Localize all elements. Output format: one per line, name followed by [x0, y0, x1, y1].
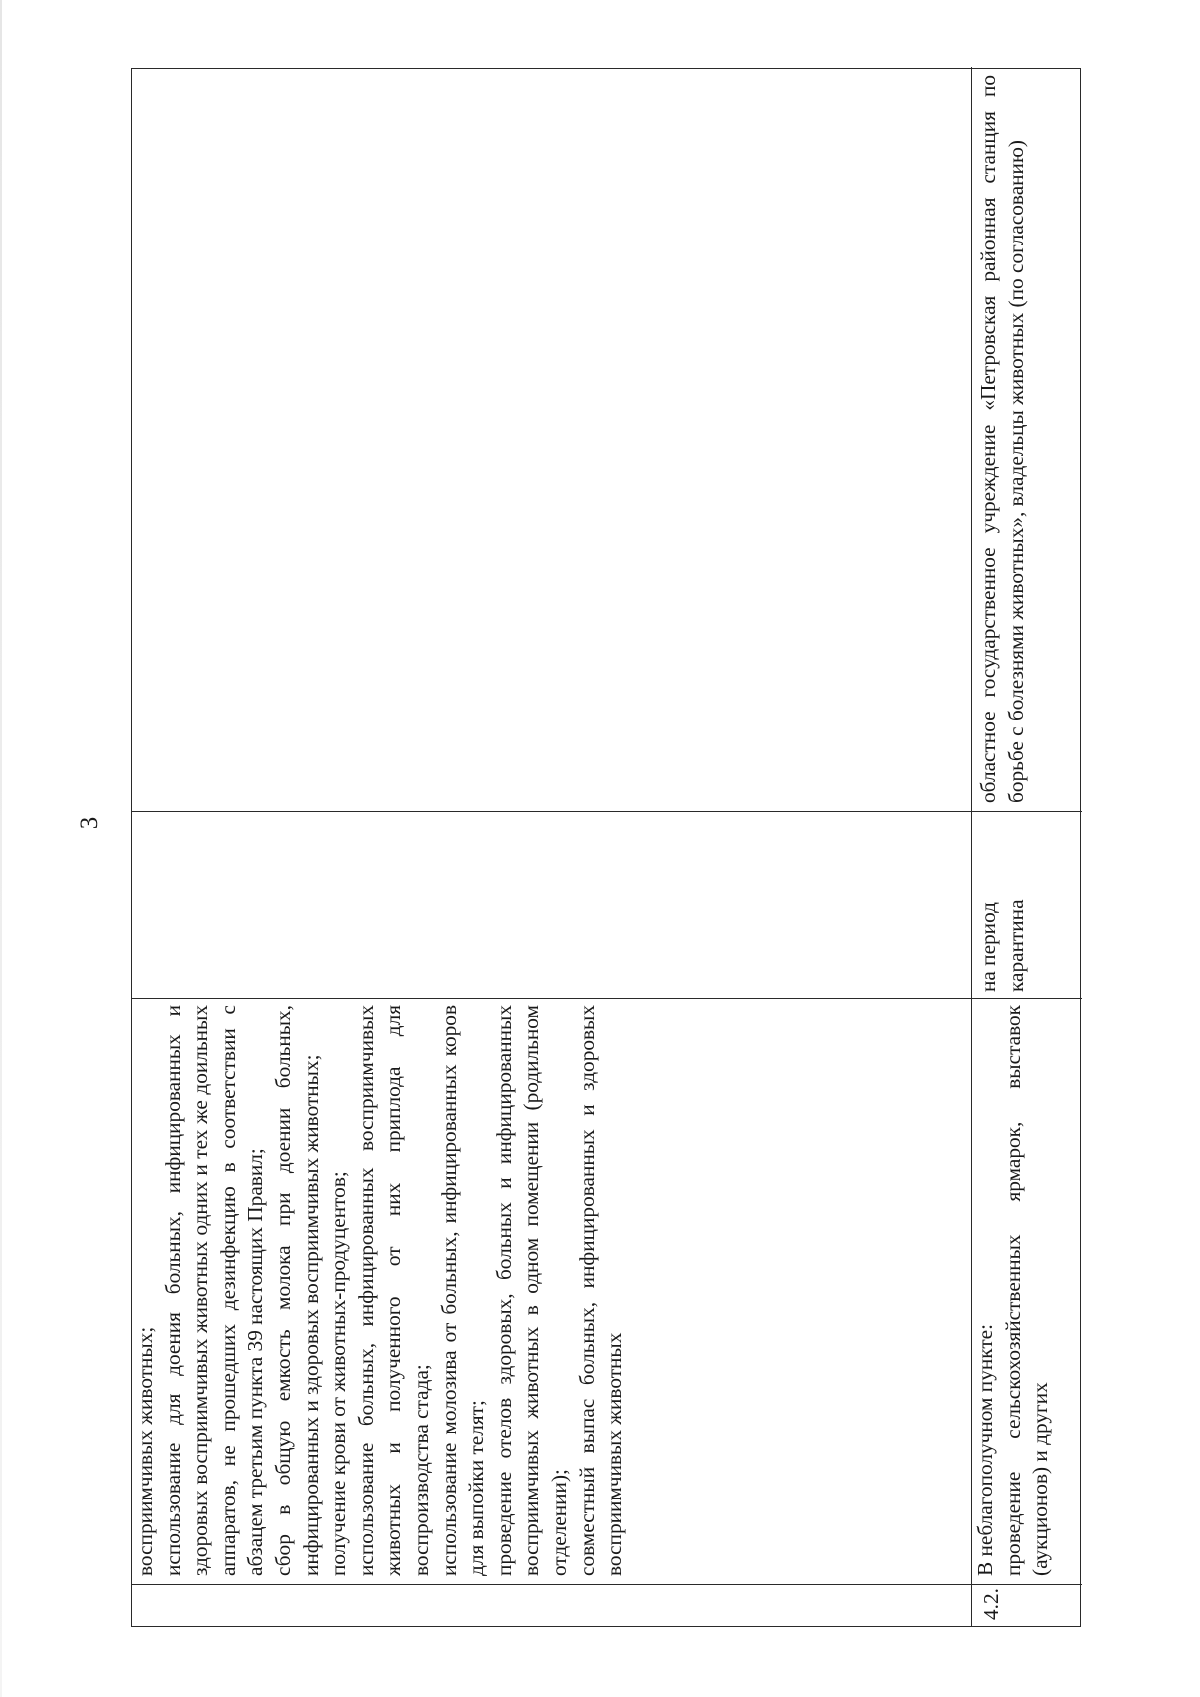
measure-line: использование для доения больных, инфицированных и здоровых восприимчивых животных одних и тех же доильных аппаратов, не прошедших дезинфекцию в соответствии с абзацем третьим пункта 39 настоящих Правил;: [160, 1005, 268, 1576]
measure-line: использование больных, инфицированных восприимчивых животных и полученного от них приплода для воспроизводства стада;: [353, 1005, 433, 1576]
measures-table: [131, 68, 1081, 1627]
measure-line: использование молозива от больных, инфицированных коров для выпойки телят;: [436, 1005, 489, 1576]
row1-responsible-cell: [132, 67, 972, 811]
page-number: 3: [76, 816, 103, 830]
row1-term-cell: [132, 811, 972, 998]
row2-measures-cell: [972, 998, 1082, 1584]
measure-line: проведение отелов здоровых, больных и инфицированных восприимчивых животных в одном помещении (родильном отделении);: [491, 1005, 571, 1576]
measure-line: сбор в общую емкость молока при доении больных, инфицированных и здоровых восприимчивых животных;: [270, 1005, 323, 1576]
measure-line: В неблагополучном пункте:: [973, 1324, 997, 1576]
measure-line: получение крови от животных-продуцентов;: [326, 1171, 351, 1576]
measure-line: совместный выпас больных, инфицированных и здоровых восприимчивых животных: [574, 1005, 627, 1576]
measure-line: восприимчивых животных;: [133, 1326, 157, 1576]
row2-number-cell: 4.2.: [972, 1584, 1082, 1626]
row2-responsible-cell: областное государственное учреждение «Петровская районная станция по борьбе с болезнями животных», владельцы животных (по согласованию): [976, 75, 1028, 803]
measure-line: проведение сельскохозяйственных ярмарок, выставок (аукционов) и других: [1000, 1005, 1053, 1576]
row2-term-cell: на период карантина: [972, 811, 1082, 998]
row1-measures-cell: [132, 998, 972, 1584]
scan-edge: [0, 0, 2, 1697]
row1-number-cell: [132, 1584, 972, 1626]
